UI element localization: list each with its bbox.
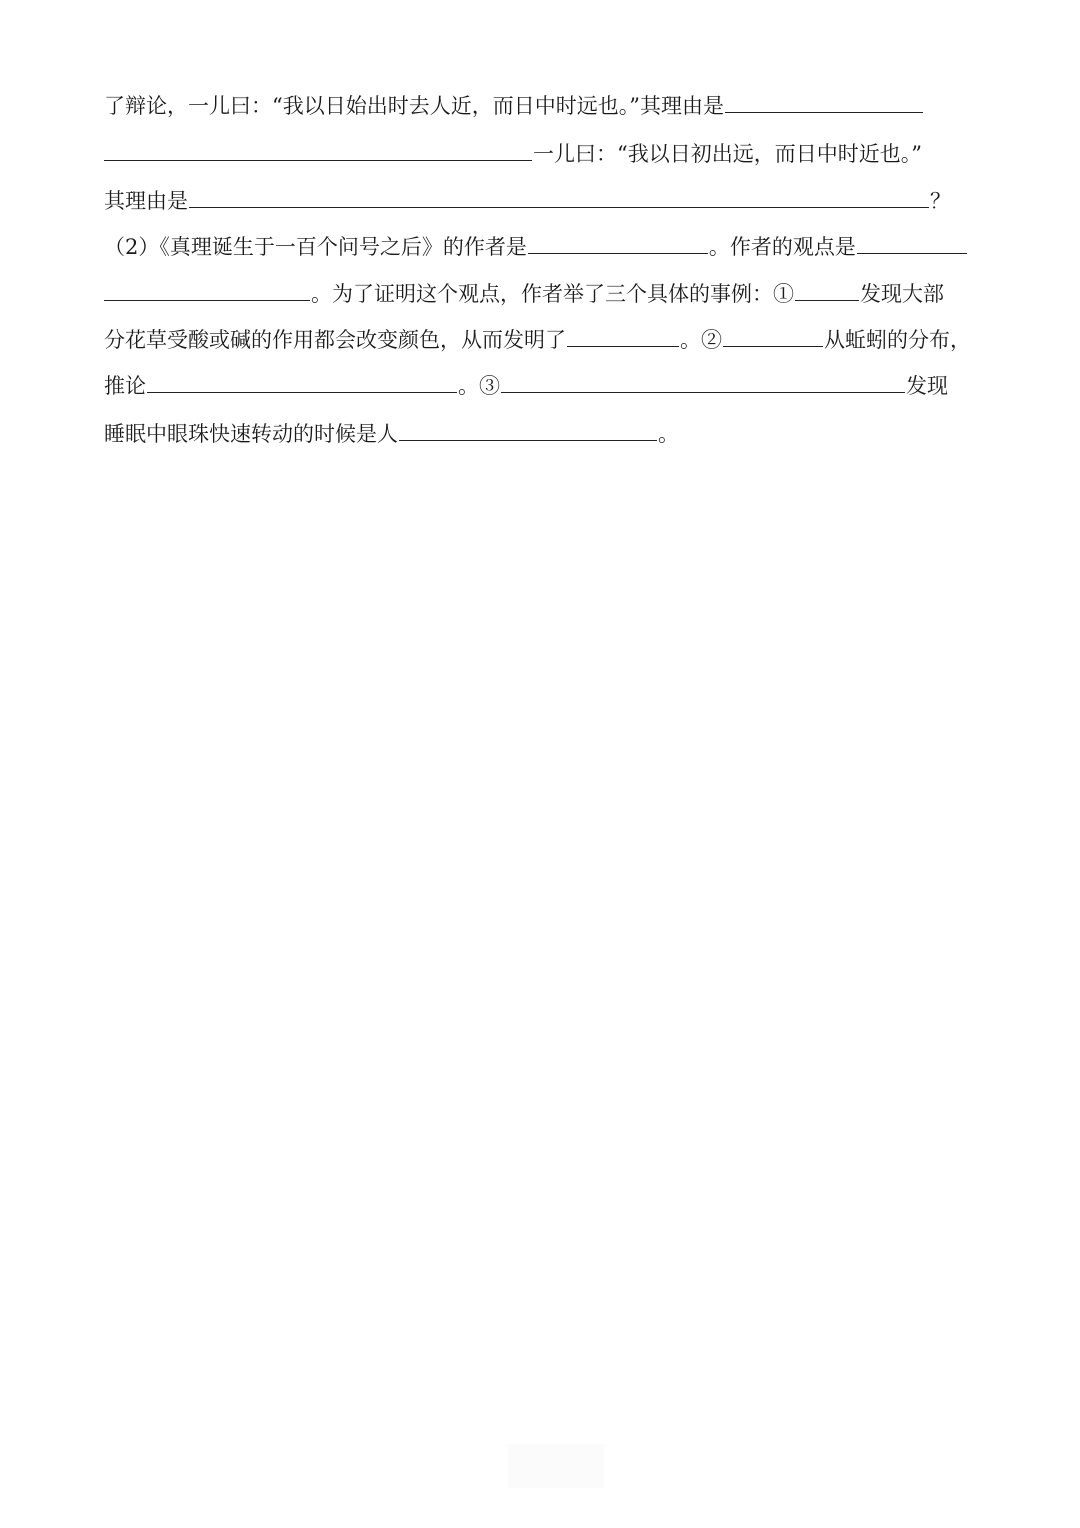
line-3-text-b: ？ — [930, 189, 951, 213]
page-footer-mark — [508, 1444, 604, 1488]
text-line-5 — [104, 276, 944, 310]
text-line-8 — [104, 416, 679, 450]
line-7-text-a: 推论 — [104, 374, 146, 398]
line-3-text-a: 其理由是 — [104, 189, 188, 213]
answer-blank-viewpoint-b[interactable] — [104, 276, 310, 301]
line-5-text-b: 发现大部 — [860, 282, 944, 306]
line-6-text-c: 从蚯蚓的分布， — [824, 328, 971, 352]
line-8-text-a: 睡眠中眼珠快速转动的时候是人 — [104, 422, 398, 446]
text-line-6 — [104, 322, 971, 356]
line-4-text-b: 。作者的观点是 — [708, 235, 856, 259]
line-5-text-a: 。为了证明这个观点，作者举了三个具体的事例：① — [311, 282, 794, 306]
text-line-2 — [104, 136, 922, 170]
text-line-4 — [104, 229, 968, 263]
answer-blank-example-2[interactable] — [723, 322, 823, 347]
answer-blank-author[interactable] — [528, 229, 708, 254]
line-2-text: 一儿曰：“我以日初出远，而日中时近也。” — [533, 142, 922, 166]
answer-blank-2[interactable] — [104, 136, 532, 161]
answer-blank-invention[interactable] — [567, 322, 679, 347]
line-1-text: 了辩论，一儿曰：“我以日始出时去人近，而日中时远也。”其理由是 — [104, 94, 724, 118]
answer-blank-example-3[interactable] — [501, 368, 905, 393]
answer-blank-1[interactable] — [725, 88, 923, 113]
text-line-3 — [104, 183, 951, 217]
line-7-text-c: 发现 — [906, 374, 948, 398]
answer-blank-dreaming[interactable] — [399, 416, 657, 441]
text-line-7 — [104, 368, 948, 402]
answer-blank-3[interactable] — [189, 183, 929, 208]
answer-blank-viewpoint-a[interactable] — [857, 229, 967, 254]
line-7-text-b: 。③ — [458, 374, 500, 398]
line-4-text-a: （2）《真理诞生于一百个问号之后》的作者是 — [104, 235, 527, 259]
answer-blank-inference[interactable] — [147, 368, 457, 393]
line-8-text-b: 。 — [658, 422, 679, 446]
line-6-text-b: 。② — [680, 328, 722, 352]
text-line-1 — [104, 88, 924, 122]
line-6-text-a: 分花草受酸或碱的作用都会改变颜色，从而发明了 — [104, 328, 566, 352]
answer-blank-example-1[interactable] — [795, 276, 859, 301]
